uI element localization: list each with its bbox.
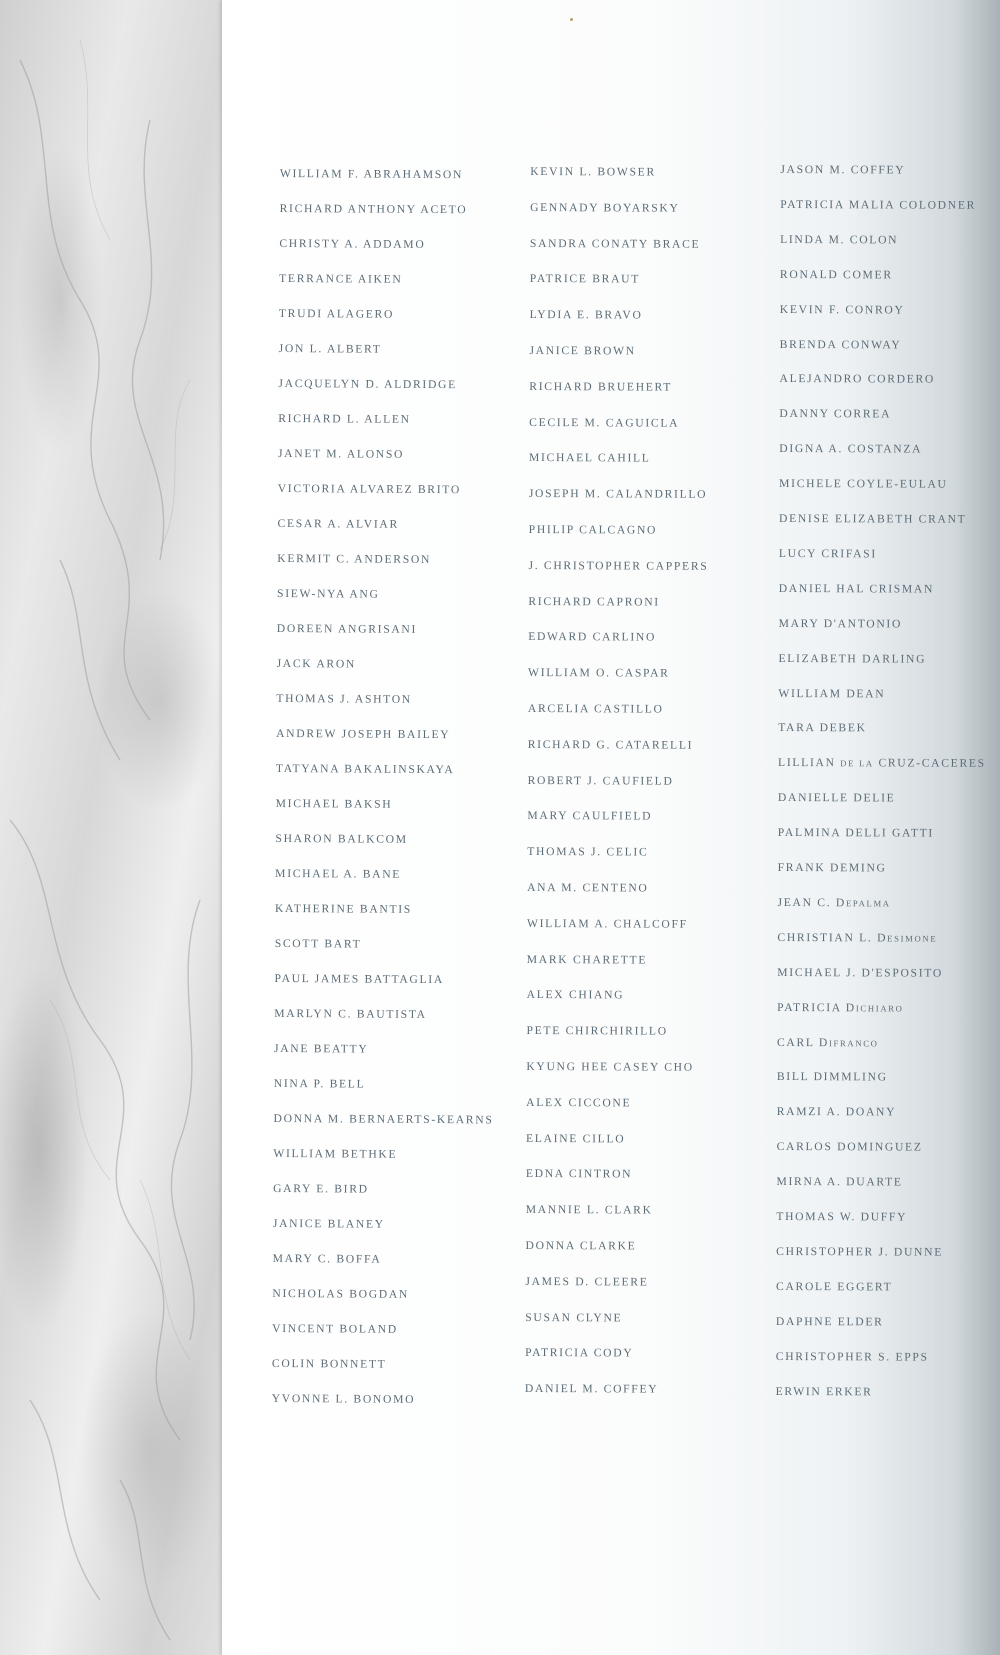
name-entry: CAROLE EGGERT — [776, 1279, 893, 1294]
name-entry: LYDIA E. BRAVO — [529, 308, 643, 322]
name-entry: EDWARD CARLINO — [528, 630, 657, 644]
name-entry: CESAR A. ALVIAR — [277, 516, 399, 531]
name-entry: ELAINE CILLO — [526, 1131, 626, 1146]
name-entry: TERRANCE AIKEN — [279, 271, 403, 286]
name-entry: NICHOLAS BOGDAN — [272, 1286, 410, 1301]
name-entry: SUSAN CLYNE — [525, 1310, 623, 1325]
name-entry: DANIELLE DELIE — [777, 791, 896, 805]
name-entry: ELIZABETH DARLING — [778, 651, 927, 666]
name-entry: ANA M. CENTENO — [527, 880, 649, 895]
name-entry: PATRICE BRAUT — [529, 272, 641, 286]
name-entry: DANIEL HAL CRISMAN — [778, 581, 935, 596]
name-entry: CHRISTOPHER S. EPPS — [775, 1349, 929, 1364]
name-entry: YVONNE L. BONOMO — [271, 1391, 416, 1406]
marble-veins — [0, 0, 222, 1655]
name-entry: MARK CHARETTE — [526, 952, 648, 967]
name-entry: DIGNA A. COSTANZA — [779, 442, 923, 456]
name-entry: JEAN C. DEPALMA — [777, 895, 891, 910]
name-entry: MICHAEL BAKSH — [275, 796, 393, 811]
marble-texture-panel — [0, 0, 222, 1655]
name-entry: KERMIT C. ANDERSON — [277, 551, 432, 567]
name-entry: BILL DIMMLING — [776, 1070, 888, 1084]
name-entry: BRENDA CONWAY — [779, 337, 902, 351]
name-entry: WILLIAM F. ABRAHAMSON — [279, 166, 464, 182]
name-entry: THOMAS J. CELIC — [527, 845, 649, 859]
name-entry: MANNIE L. CLARK — [525, 1203, 653, 1217]
name-entry: MARY CAULFIELD — [527, 809, 653, 823]
name-entry: RAMZI A. DOANY — [776, 1105, 897, 1119]
name-entry: MARY D'ANTONIO — [778, 616, 903, 631]
name-entry: DAPHNE ELDER — [775, 1314, 884, 1329]
name-entry: GENNADY BOYARSKY — [530, 200, 680, 215]
name-entry: DONNA CLARKE — [525, 1238, 637, 1253]
name-entry: COLIN BONNETT — [271, 1356, 387, 1371]
name-entry: THOMAS J. ASHTON — [276, 691, 412, 706]
name-entry: ANDREW JOSEPH BAILEY — [276, 726, 451, 742]
name-entry: CECILE M. CAGUICLA — [529, 415, 680, 430]
name-entry: RICHARD L. ALLEN — [278, 411, 411, 426]
name-entry: KATHERINE BANTIS — [274, 901, 413, 916]
name-entry: SIEW-NYA ANG — [277, 586, 380, 601]
name-entry: KEVIN F. CONROY — [779, 302, 905, 317]
name-entry: TRUDI ALAGERO — [278, 306, 395, 321]
name-entry: WILLIAM A. CHALCOFF — [526, 916, 688, 931]
name-entry: MICHAEL J. D'ESPOSITO — [777, 965, 943, 980]
name-entry: PALMINA DELLI GATTI — [777, 826, 935, 840]
name-entry: EDNA CINTRON — [525, 1167, 633, 1181]
name-entry: ALEX CHIANG — [526, 988, 625, 1002]
name-entry: ALEJANDRO CORDERO — [779, 372, 936, 386]
name-entry: J. CHRISTOPHER CAPPERS — [528, 558, 709, 573]
name-entry: PETE CHIRCHIRILLO — [526, 1024, 668, 1038]
name-entry: DANNY CORREA — [779, 407, 892, 421]
name-entry: JACQUELYN D. ALDRIDGE — [278, 376, 457, 392]
name-entry: MICHAEL CAHILL — [528, 451, 651, 465]
name-entry: WILLIAM DEAN — [778, 686, 886, 700]
name-entry: JON L. ALBERT — [278, 341, 382, 356]
name-entry: LILLIAN DE LA CRUZ-CACERES — [778, 756, 986, 771]
name-entry: THOMAS W. DUFFY — [776, 1209, 908, 1224]
name-entry: DOREEN ANGRISANI — [276, 621, 418, 636]
name-entry: KYUNG HEE CASEY CHO — [526, 1059, 694, 1074]
name-entry: RICHARD CAPRONI — [528, 594, 660, 609]
name-entry: CARL DIFRANCO — [776, 1035, 879, 1049]
name-entry: PATRICIA DICHIARO — [777, 1000, 904, 1014]
name-entry: SHARON BALKCOM — [275, 831, 408, 846]
name-entry: MIRNA A. DUARTE — [776, 1175, 903, 1189]
name-entry: WILLIAM O. CASPAR — [528, 666, 670, 680]
name-entry: JANICE BROWN — [529, 343, 636, 358]
name-entry: JANE BEATTY — [274, 1041, 369, 1056]
name-entry: PATRICIA CODY — [525, 1346, 634, 1360]
name-entry: PATRICIA MALIA COLODNER — [780, 197, 977, 212]
name-entry: NINA P. BELL — [273, 1076, 366, 1091]
name-entry: KEVIN L. BOWSER — [530, 164, 656, 179]
name-entry: SCOTT BART — [274, 936, 362, 951]
name-entry: JANICE BLANEY — [272, 1216, 385, 1231]
name-entry: VINCENT BOLAND — [272, 1321, 398, 1336]
name-entry: CHRISTIAN L. DESIMONE — [777, 930, 938, 945]
name-entry: CHRISTOPHER J. DUNNE — [776, 1244, 944, 1259]
name-entry: JAMES D. CLEERE — [525, 1274, 649, 1289]
name-entry: MICHELE COYLE-EULAU — [779, 477, 948, 491]
name-entry: DANIEL M. COFFEY — [524, 1382, 659, 1396]
name-entry: FRANK DEMING — [777, 860, 887, 875]
name-entry: RICHARD BRUEHERT — [529, 379, 673, 394]
print-speck — [570, 18, 573, 21]
name-entry: JANET M. ALONSO — [277, 446, 405, 461]
name-entry: SANDRA CONATY BRACE — [529, 236, 701, 251]
name-entry: ARCELIA CASTILLO — [527, 701, 664, 716]
name-entry: ERWIN ERKER — [775, 1384, 873, 1398]
name-entry: TATYANA BAKALINSKAYA — [275, 761, 455, 777]
name-entry: RICHARD G. CATARELLI — [527, 737, 694, 752]
name-entry: ROBERT J. CAUFIELD — [527, 773, 674, 788]
name-entry: GARY E. BIRD — [273, 1181, 369, 1196]
name-entry: CHRISTY A. ADDAMO — [279, 236, 426, 251]
name-entry: PHILIP CALCAGNO — [528, 522, 658, 537]
name-entry: MICHAEL A. BANE — [275, 866, 402, 881]
name-entry: JACK ARON — [276, 656, 357, 671]
name-entry: JOSEPH M. CALANDRILLO — [528, 487, 708, 501]
name-entry: MARY C. BOFFA — [272, 1251, 382, 1266]
name-entry: TARA DEBEK — [778, 721, 867, 735]
name-entry: ALEX CICCONE — [526, 1095, 632, 1110]
name-entry: DENISE ELIZABETH CRANT — [778, 511, 967, 526]
name-entry: WILLIAM BETHKE — [273, 1146, 398, 1161]
name-entry: LUCY CRIFASI — [778, 546, 877, 561]
name-entry: JASON M. COFFEY — [780, 162, 906, 177]
name-entry: MARLYN C. BAUTISTA — [274, 1006, 427, 1021]
name-entry: DONNA M. BERNAERTS-KEARNS — [273, 1111, 494, 1127]
name-entry: LINDA M. COLON — [780, 232, 899, 247]
name-entry: VICTORIA ALVAREZ BRITO — [277, 481, 462, 497]
name-entry: RONALD COMER — [779, 267, 893, 282]
name-entry: CARLOS DOMINGUEZ — [776, 1140, 923, 1154]
name-entry: PAUL JAMES BATTAGLIA — [274, 971, 444, 987]
name-entry: RICHARD ANTHONY ACETO — [279, 201, 468, 217]
